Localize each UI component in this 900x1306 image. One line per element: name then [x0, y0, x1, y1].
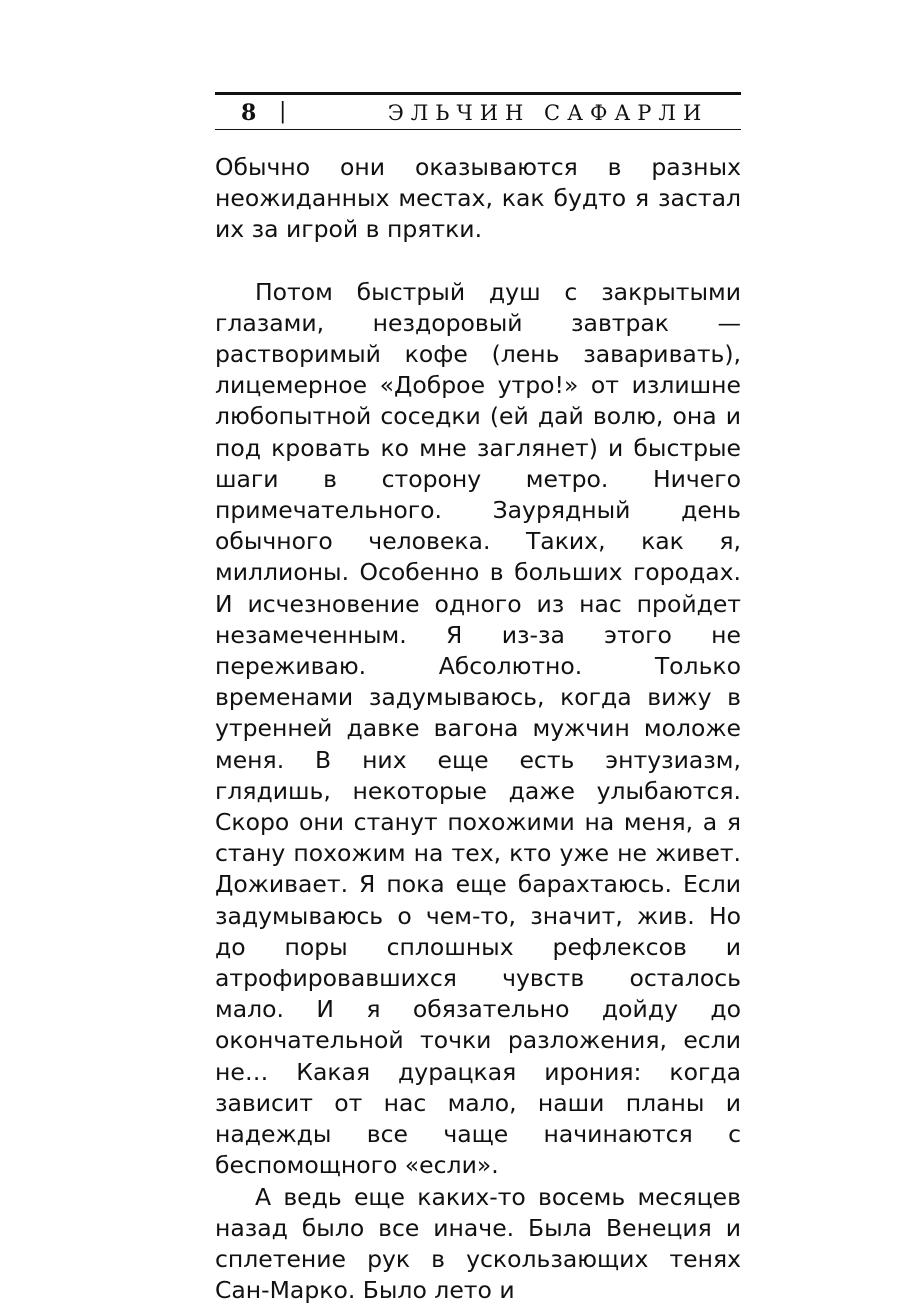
running-head [215, 92, 741, 130]
head-divider: | [279, 99, 286, 125]
paragraph: А ведь еще каких-то восемь месяцев назад было все иначе. Была Венеция и сплетение рук в ускользающих тенях Сан-Марко. Было лето и [215, 1182, 741, 1306]
author-name: ЭЛЬЧИН САФАРЛИ [355, 100, 741, 126]
paragraph: Потом быстрый душ с закрытыми глазами, нездоровый завтрак — растворимый кофе (лень заваривать), лицемерное «Доброе утро!» от излишне любопытной соседки (ей дай волю, она и под кровать ко мне заглянет) и быстрые шаги в сторону метро. Ничего примечательного. Заурядный день обычного человека. Таких, как я, миллионы. Особенно в больших городах. И исчезновение одного из нас пройдет незамеченным. Я из-за этого не переживаю. Абсолютно. Только временами задумываюсь, когда вижу в утренней давке вагона мужчин моложе меня. В них еще есть энтузиазм, глядишь, некоторые даже улыбаются. Скоро они станут похожими на меня, а я стану похожим на тех, кто уже не живет. Доживает. Я пока еще барахтаюсь. Если задумываюсь о чем-то, значит, жив. Но до поры сплошных рефлексов и атрофировавшихся чувств осталось мало. И я обязательно дойду до окончательной точки разложения, если не… Какая дурацкая ирония: когда зависит от нас мало, наши планы и надежды все чаще начинаются с беспомощного «если». [215, 277, 741, 1182]
paragraph: Обычно они оказываются в разных неожиданных местах, как будто я застал их за игрой в прятки. [215, 152, 741, 246]
page-number: 8 [241, 100, 256, 126]
body-text [215, 152, 741, 1306]
